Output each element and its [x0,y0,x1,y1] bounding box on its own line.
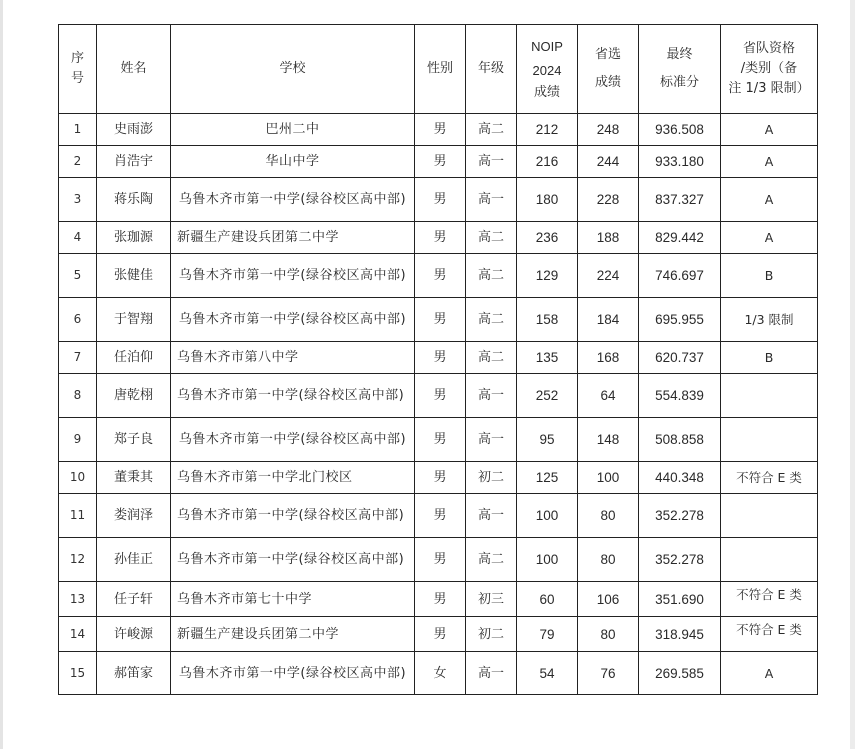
cell-gender: 男 [415,114,466,146]
cell-school: 乌鲁木齐市第一中学(绿谷校区高中部) [171,374,415,418]
header-gender: 性别 [415,25,466,114]
cell-noip: 79 [517,617,578,652]
cell-noip: 100 [517,538,578,582]
table-row [59,617,818,652]
cell-noip: 125 [517,462,578,494]
cell-grade: 高一 [466,652,517,695]
cell-grade: 高二 [466,342,517,374]
cell-index: 12 [59,538,97,582]
cell-final: 351.690 [639,582,721,617]
table-row [59,222,818,254]
cell-grade: 高二 [466,254,517,298]
cell-noip: 180 [517,178,578,222]
cell-grade: 高二 [466,298,517,342]
cell-gender: 男 [415,494,466,538]
cell-name: 郑子良 [97,418,171,462]
cell-provincial: 100 [578,462,639,494]
header-provincial-line1: 省选 [594,47,621,62]
cell-name: 许峻源 [97,617,171,652]
header-grade: 年级 [466,25,517,114]
cell-index: 1 [59,114,97,146]
table-row [59,254,818,298]
table-row [59,462,818,494]
ranking-table [58,24,818,695]
cell-qualification: B [721,254,818,298]
cell-noip: 158 [517,298,578,342]
page-edge-right [850,0,855,749]
table-row [59,374,818,418]
cell-gender: 男 [415,374,466,418]
table-row [59,652,818,695]
cell-noip: 95 [517,418,578,462]
cell-gender: 男 [415,146,466,178]
cell-grade: 高一 [466,374,517,418]
cell-grade: 初三 [466,582,517,617]
cell-school: 乌鲁木齐市第一中学(绿谷校区高中部) [171,298,415,342]
cell-name: 任泊仰 [97,342,171,374]
cell-name: 张珈源 [97,222,171,254]
cell-school: 华山中学 [171,146,415,178]
header-index-line1: 序 [70,51,84,66]
cell-grade: 高一 [466,178,517,222]
cell-noip: 216 [517,146,578,178]
cell-provincial: 188 [578,222,639,254]
cell-name: 娄润泽 [97,494,171,538]
cell-gender: 男 [415,418,466,462]
header-noip [517,25,578,114]
cell-index: 10 [59,462,97,494]
cell-index: 2 [59,146,97,178]
cell-noip: 129 [517,254,578,298]
cell-index: 8 [59,374,97,418]
cell-noip: 54 [517,652,578,695]
cell-school: 乌鲁木齐市第八中学 [171,342,415,374]
cell-final: 508.858 [639,418,721,462]
cell-gender: 男 [415,462,466,494]
cell-grade: 高一 [466,494,517,538]
cell-gender: 男 [415,342,466,374]
cell-school: 乌鲁木齐市第一中学(绿谷校区高中部) [171,178,415,222]
cell-final: 829.442 [639,222,721,254]
cell-qualification: B [721,342,818,374]
cell-provincial: 168 [578,342,639,374]
cell-qualification: A [721,146,818,178]
cell-school: 乌鲁木齐市第一中学(绿谷校区高中部) [171,538,415,582]
cell-index: 13 [59,582,97,617]
header-index-line2: 号 [70,71,84,86]
cell-grade: 高一 [466,418,517,462]
cell-name: 郝笛家 [97,652,171,695]
cell-index: 15 [59,652,97,695]
cell-index: 3 [59,178,97,222]
cell-school: 乌鲁木齐市第七十中学 [171,582,415,617]
cell-name: 孙佳正 [97,538,171,582]
cell-gender: 男 [415,298,466,342]
cell-gender: 男 [415,222,466,254]
cell-qualification: 1/3 限制 [721,298,818,342]
table-row [59,146,818,178]
cell-name: 唐乾栩 [97,374,171,418]
cell-final: 933.180 [639,146,721,178]
header-qualification-line2: /类别（备 [740,61,798,76]
cell-qualification [721,538,818,582]
cell-provincial: 80 [578,617,639,652]
header-provincial-line2: 成绩 [594,75,621,90]
header-noip-line3: 成绩 [533,85,560,100]
cell-name: 张健佳 [97,254,171,298]
header-noip-line2: 2024 [532,63,562,78]
cell-gender: 男 [415,254,466,298]
cell-provincial: 148 [578,418,639,462]
cell-provincial: 80 [578,538,639,582]
cell-index: 11 [59,494,97,538]
cell-qualification [721,374,818,418]
cell-provincial: 224 [578,254,639,298]
cell-noip: 252 [517,374,578,418]
cell-qualification: 不符合 E 类 [721,617,818,652]
cell-index: 14 [59,617,97,652]
cell-provincial: 228 [578,178,639,222]
cell-name: 肖浩宇 [97,146,171,178]
header-final-line1: 最终 [666,47,693,62]
cell-final: 746.697 [639,254,721,298]
table-row [59,178,818,222]
cell-qualification [721,418,818,462]
cell-qualification: A [721,222,818,254]
cell-school: 乌鲁木齐市第一中学北门校区 [171,462,415,494]
cell-school: 巴州二中 [171,114,415,146]
cell-grade: 高一 [466,146,517,178]
header-final [639,25,721,114]
cell-qualification: A [721,178,818,222]
cell-grade: 高二 [466,222,517,254]
table-row [59,342,818,374]
cell-qualification [721,494,818,538]
cell-index: 7 [59,342,97,374]
cell-grade: 初二 [466,462,517,494]
cell-final: 695.955 [639,298,721,342]
header-name: 姓名 [97,25,171,114]
cell-school: 新疆生产建设兵团第二中学 [171,617,415,652]
cell-provincial: 80 [578,494,639,538]
cell-final: 936.508 [639,114,721,146]
cell-index: 4 [59,222,97,254]
cell-qualification: A [721,114,818,146]
table-row [59,494,818,538]
table-row [59,298,818,342]
cell-school: 乌鲁木齐市第一中学(绿谷校区高中部) [171,494,415,538]
header-row [59,25,818,114]
header-noip-line1: NOIP [531,39,563,54]
cell-school: 乌鲁木齐市第一中学(绿谷校区高中部) [171,652,415,695]
cell-name: 蒋乐陶 [97,178,171,222]
header-provincial [578,25,639,114]
cell-provincial: 184 [578,298,639,342]
cell-noip: 135 [517,342,578,374]
cell-school: 乌鲁木齐市第一中学(绿谷校区高中部) [171,254,415,298]
cell-gender: 男 [415,538,466,582]
cell-name: 史雨澎 [97,114,171,146]
table-row [59,418,818,462]
cell-gender: 男 [415,617,466,652]
cell-noip: 236 [517,222,578,254]
cell-index: 5 [59,254,97,298]
cell-grade: 高二 [466,114,517,146]
cell-final: 440.348 [639,462,721,494]
cell-name: 于智翔 [97,298,171,342]
cell-final: 620.737 [639,342,721,374]
cell-index: 9 [59,418,97,462]
header-index [59,25,97,114]
cell-gender: 男 [415,178,466,222]
table-row [59,582,818,617]
cell-final: 837.327 [639,178,721,222]
header-qualification-line1: 省队资格 [742,41,795,56]
cell-noip: 100 [517,494,578,538]
cell-provincial: 106 [578,582,639,617]
page-edge-left [0,0,3,749]
cell-school: 新疆生产建设兵团第二中学 [171,222,415,254]
cell-qualification: 不符合 E 类 [721,462,818,494]
table-row [59,538,818,582]
cell-index: 6 [59,298,97,342]
cell-grade: 高二 [466,538,517,582]
header-final-line2: 标准分 [659,75,699,90]
cell-final: 269.585 [639,652,721,695]
cell-gender: 女 [415,652,466,695]
cell-final: 554.839 [639,374,721,418]
cell-provincial: 244 [578,146,639,178]
cell-qualification: A [721,652,818,695]
cell-gender: 男 [415,582,466,617]
cell-qualification: 不符合 E 类 [721,582,818,617]
header-qualification-line3: 注 1/3 限制） [728,81,810,96]
cell-noip: 212 [517,114,578,146]
cell-name: 董秉其 [97,462,171,494]
cell-noip: 60 [517,582,578,617]
cell-provincial: 248 [578,114,639,146]
header-school: 学校 [171,25,415,114]
cell-name: 任子轩 [97,582,171,617]
cell-final: 352.278 [639,494,721,538]
cell-school: 乌鲁木齐市第一中学(绿谷校区高中部) [171,418,415,462]
cell-provincial: 76 [578,652,639,695]
cell-final: 352.278 [639,538,721,582]
cell-provincial: 64 [578,374,639,418]
cell-grade: 初二 [466,617,517,652]
header-qualification [721,25,818,114]
table-row [59,114,818,146]
cell-final: 318.945 [639,617,721,652]
